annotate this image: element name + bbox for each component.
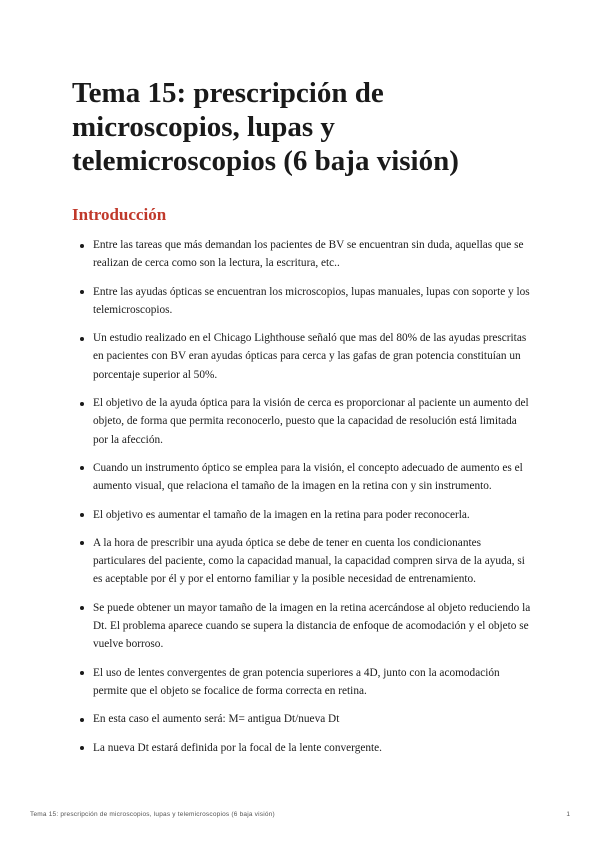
list-item: Entre las ayudas ópticas se encuentran los microscopios, lupas manuales, lupas con soporte y los telemicroscopios.	[93, 283, 533, 320]
list-item: El objetivo es aumentar el tamaño de la imagen en la retina para poder reconocerla.	[93, 506, 533, 524]
list-item: El uso de lentes convergentes de gran potencia superiores a 4D, junto con la acomodación permite que el objeto se focalice de forma correcta en retina.	[93, 664, 533, 701]
list-item: El objetivo de la ayuda óptica para la visión de cerca es proporcionar al paciente un aumento del objeto, de forma que permita reconocerlo, puesto que la capacidad de resolución está limitada por la afección.	[93, 394, 533, 449]
list-item: La nueva Dt estará definida por la focal de la lente convergente.	[93, 739, 533, 757]
section-heading: Introducción	[72, 205, 167, 224]
list-item: Cuando un instrumento óptico se emplea para la visión, el concepto adecuado de aumento es el aumento visual, que relaciona el tamaño de la imagen en la retina con y sin instrumento.	[93, 459, 533, 496]
footer-text: Tema 15: prescripción de microscopios, lupas y telemicroscopios (6 baja visión)	[30, 811, 275, 818]
bullet-list	[93, 236, 533, 767]
page-title: Tema 15: prescripción de microscopios, lupas y telemicroscopios (6 baja visión)	[72, 77, 459, 177]
list-item: Entre las tareas que más demandan los pacientes de BV se encuentran sin duda, aquellas que se realizan de cerca como son la lectura, la escritura, etc..	[93, 236, 533, 273]
list-item: Se puede obtener un mayor tamaño de la imagen en la retina acercándose al objeto reduciendo la Dt. El problema aparece cuando se supera la distancia de enfoque de acomodación y el objeto se vuelve borroso.	[93, 599, 533, 654]
list-item: En esta caso el aumento será: M= antigua Dt/nueva Dt	[93, 710, 533, 728]
list-item: Un estudio realizado en el Chicago Lighthouse señaló que mas del 80% de las ayudas prescritas en pacientes con BV eran ayudas ópticas para cerca y las gafas de gran potencia constituían un porcentaje superior al 50%.	[93, 329, 533, 384]
list-item: A la hora de prescribir una ayuda óptica se debe de tener en cuenta los condicionantes particulares del paciente, como la capacidad manual, la capacidad compren sirva de la ayuda, si es aceptable por él y por el entorno familiar y la posible necesidad de entrenamiento.	[93, 534, 533, 589]
page-number: 1	[566, 811, 570, 818]
